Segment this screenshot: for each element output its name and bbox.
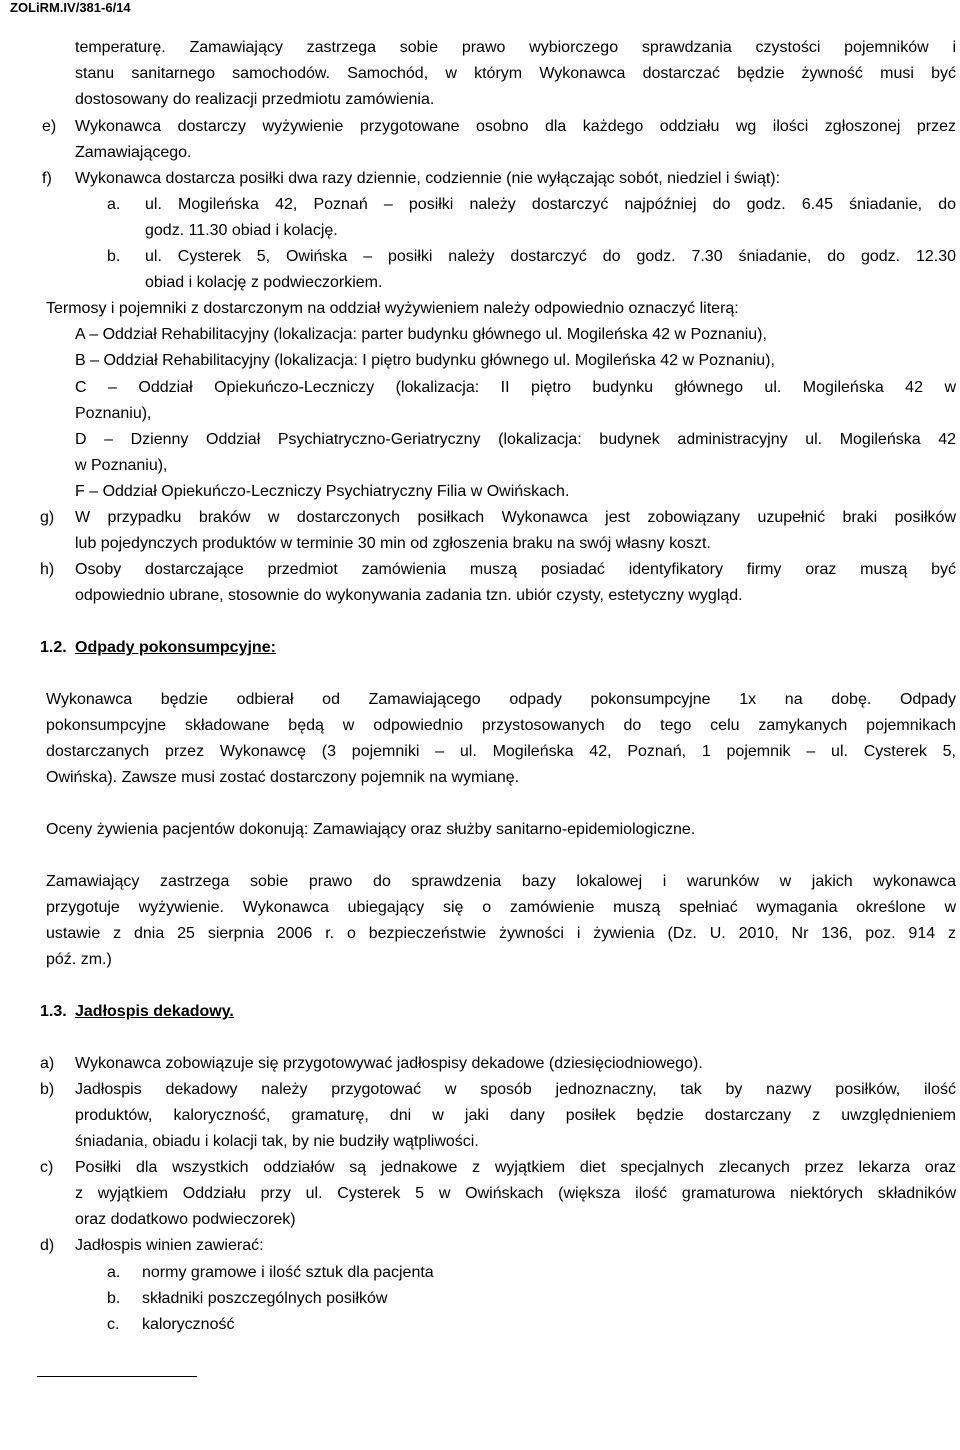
- section-heading: Jadłospis dekadowy.: [75, 1003, 234, 1020]
- text-line: dostosowany do realizacji przedmiotu zamówienia.: [75, 91, 435, 108]
- text-line: ustawie z dnia 25 sierpnia 2006 r. o bezpieczeństwie żywności i żywienia (Dz. U. 2010, Nr 136, poz. 914 z: [46, 925, 956, 942]
- text-line: ul. Mogileńska 42, Poznań – posiłki należy dostarczyć najpóźniej do godz. 6.45 śniadanie, do: [145, 196, 956, 213]
- list-label: d): [40, 1237, 55, 1254]
- text-line: lub pojedynczych produktów w terminie 30 min od zgłoszenia braku na swój własny koszt.: [75, 535, 711, 552]
- text-line: C – Oddział Opiekuńczo-Leczniczy (lokalizacja: II piętro budynku głównego ul. Mogileńska 42 w: [75, 379, 956, 396]
- text-line: ul. Cysterek 5, Owińska – posiłki należy dostarczyć do godz. 7.30 śniadanie, do godz. 12.30: [145, 248, 956, 265]
- sublist-label: b.: [107, 1290, 121, 1307]
- text-line: Wykonawca dostarczy wyżywienie przygotowane osobno dla każdego oddziału wg ilości zgłoszonej przez: [75, 118, 956, 135]
- text-line: Jadłospis winien zawierać:: [75, 1237, 264, 1254]
- text-line: stanu sanitarnego samochodów. Samochód, w którym Wykonawca dostarczać będzie żywność musi być: [75, 65, 956, 82]
- sublist-label: a.: [107, 196, 121, 213]
- footer-text: [0, 1383, 960, 1400]
- list-label: f): [42, 170, 52, 187]
- text-line: pokonsumpcyjne składowane będą w odpowiednio przystosowanych do tego celu zamykanych pojemnikach: [46, 717, 956, 734]
- text-line: B – Oddział Rehabilitacyjny (lokalizacja: I piętro budynku głównego ul. Mogileńska 42 w Poznaniu),: [75, 352, 775, 369]
- sublist-label: b.: [107, 248, 121, 265]
- document-id: ZOLiRM.IV/381-6/14: [10, 0, 131, 15]
- text-line: oraz dodatkowo podwieczorek): [75, 1211, 296, 1228]
- text-line: Zamawiającego.: [75, 144, 192, 161]
- sublist-label: a.: [107, 1264, 121, 1281]
- text-line: D – Dzienny Oddział Psychiatryczno-Geriatryczny (lokalizacja: budynek administracyjny ul. Mogileńska 42: [75, 431, 956, 448]
- text-line: obiad i kolację z podwieczorkiem.: [145, 274, 383, 291]
- text-line: z wyjątkiem Oddziału przy ul. Cysterek 5 w Owińskach (większa ilość gramaturowa niektórych składników: [75, 1185, 956, 1202]
- list-label: e): [42, 118, 57, 135]
- text-line: Termosy i pojemniki z dostarczonym na oddział wyżywieniem należy odpowiednio oznaczyć literą:: [46, 300, 739, 317]
- text-line: dostarczanych przez Wykonawcę (3 pojemniki – ul. Mogileńska 42, Poznań, 1 pojemnik – ul. Cysterek 5,: [46, 743, 956, 760]
- text-line: Jadłospis dekadowy należy przygotować w sposób jednoznaczny, tak by nazwy posiłków, ilość: [75, 1081, 956, 1098]
- text-line: Wykonawca będzie odbierał od Zamawiającego odpady pokonsumpcyjne 1x na dobę. Odpady: [46, 691, 956, 708]
- text-line: temperaturę. Zamawiający zastrzega sobie prawo wybiorczego sprawdzania czystości pojemników i: [75, 39, 956, 56]
- text-line: F – Oddział Opiekuńczo-Leczniczy Psychiatryczny Filia w Owińskach.: [75, 483, 570, 500]
- text-line: produktów, kaloryczność, gramaturę, dni w jaki dany posiłek będzie dostarczany z uwzględnieniem: [75, 1107, 956, 1124]
- text-line: Poznaniu),: [75, 405, 152, 422]
- text-line: Osoby dostarczające przedmiot zamówienia muszą posiadać identyfikatory firmy oraz muszą być: [75, 561, 956, 578]
- text-line: odpowiednio ubrane, stosownie do wykonywania zadania tzn. ubiór czysty, estetyczny wygląd.: [75, 587, 743, 604]
- section-number: 1.3.: [40, 1003, 67, 1020]
- text-line: póź. zm.): [46, 951, 112, 968]
- text-line: kaloryczność: [142, 1316, 235, 1333]
- text-line: przygotuje wyżywienie. Wykonawca ubiegający się o zamówienie muszą spełniać wymagania określone w: [46, 899, 956, 916]
- section-heading: Odpady pokonsumpcyjne:: [75, 639, 276, 656]
- footer-text: [0, 1400, 960, 1417]
- text-line: normy gramowe i ilość sztuk dla pacjenta: [142, 1264, 434, 1281]
- footer-text: [0, 1417, 960, 1434]
- list-label: a): [40, 1055, 55, 1072]
- footer-divider: [37, 1376, 197, 1377]
- text-line: Wykonawca zobowiązuje się przygotowywać jadłospisy dekadowe (dziesięciodniowego).: [75, 1055, 703, 1072]
- sublist-label: c.: [107, 1316, 120, 1333]
- list-label: b): [40, 1081, 55, 1098]
- text-line: A – Oddział Rehabilitacyjny (lokalizacja: parter budynku głównego ul. Mogileńska 42 w Poznaniu),: [75, 326, 767, 343]
- text-line: godz. 11.30 obiad i kolację.: [145, 222, 338, 239]
- text-line: Posiłki dla wszystkich oddziałów są jednakowe z wyjątkiem diet specjalnych zlecanych przez lekarza oraz: [75, 1159, 956, 1176]
- page-number: [0, 1433, 960, 1450]
- list-label: c): [40, 1159, 54, 1176]
- section-number: 1.2.: [40, 639, 67, 656]
- text-line: Zamawiający zastrzega sobie prawo do sprawdzenia bazy lokalowej i warunków w jakich wykonawca: [46, 873, 956, 890]
- list-label: g): [40, 509, 55, 526]
- text-line: W przypadku braków w dostarczonych posiłkach Wykonawca jest zobowiązany uzupełnić braki posiłków: [75, 509, 956, 526]
- text-line: Oceny żywienia pacjentów dokonują: Zamawiający oraz służby sanitarno-epidemiologiczne.: [46, 821, 696, 838]
- text-line: śniadania, obiadu i kolacji tak, by nie budziły wątpliwości.: [75, 1133, 479, 1150]
- text-line: składniki poszczególnych posiłków: [142, 1290, 388, 1307]
- text-line: Wykonawca dostarcza posiłki dwa razy dziennie, codziennie (nie wyłączając sobót, niedziel i świąt):: [75, 170, 781, 187]
- list-label: h): [40, 561, 55, 578]
- text-line: Owińska). Zawsze musi zostać dostarczony pojemnik na wymianę.: [46, 769, 520, 786]
- text-line: w Poznaniu),: [75, 457, 168, 474]
